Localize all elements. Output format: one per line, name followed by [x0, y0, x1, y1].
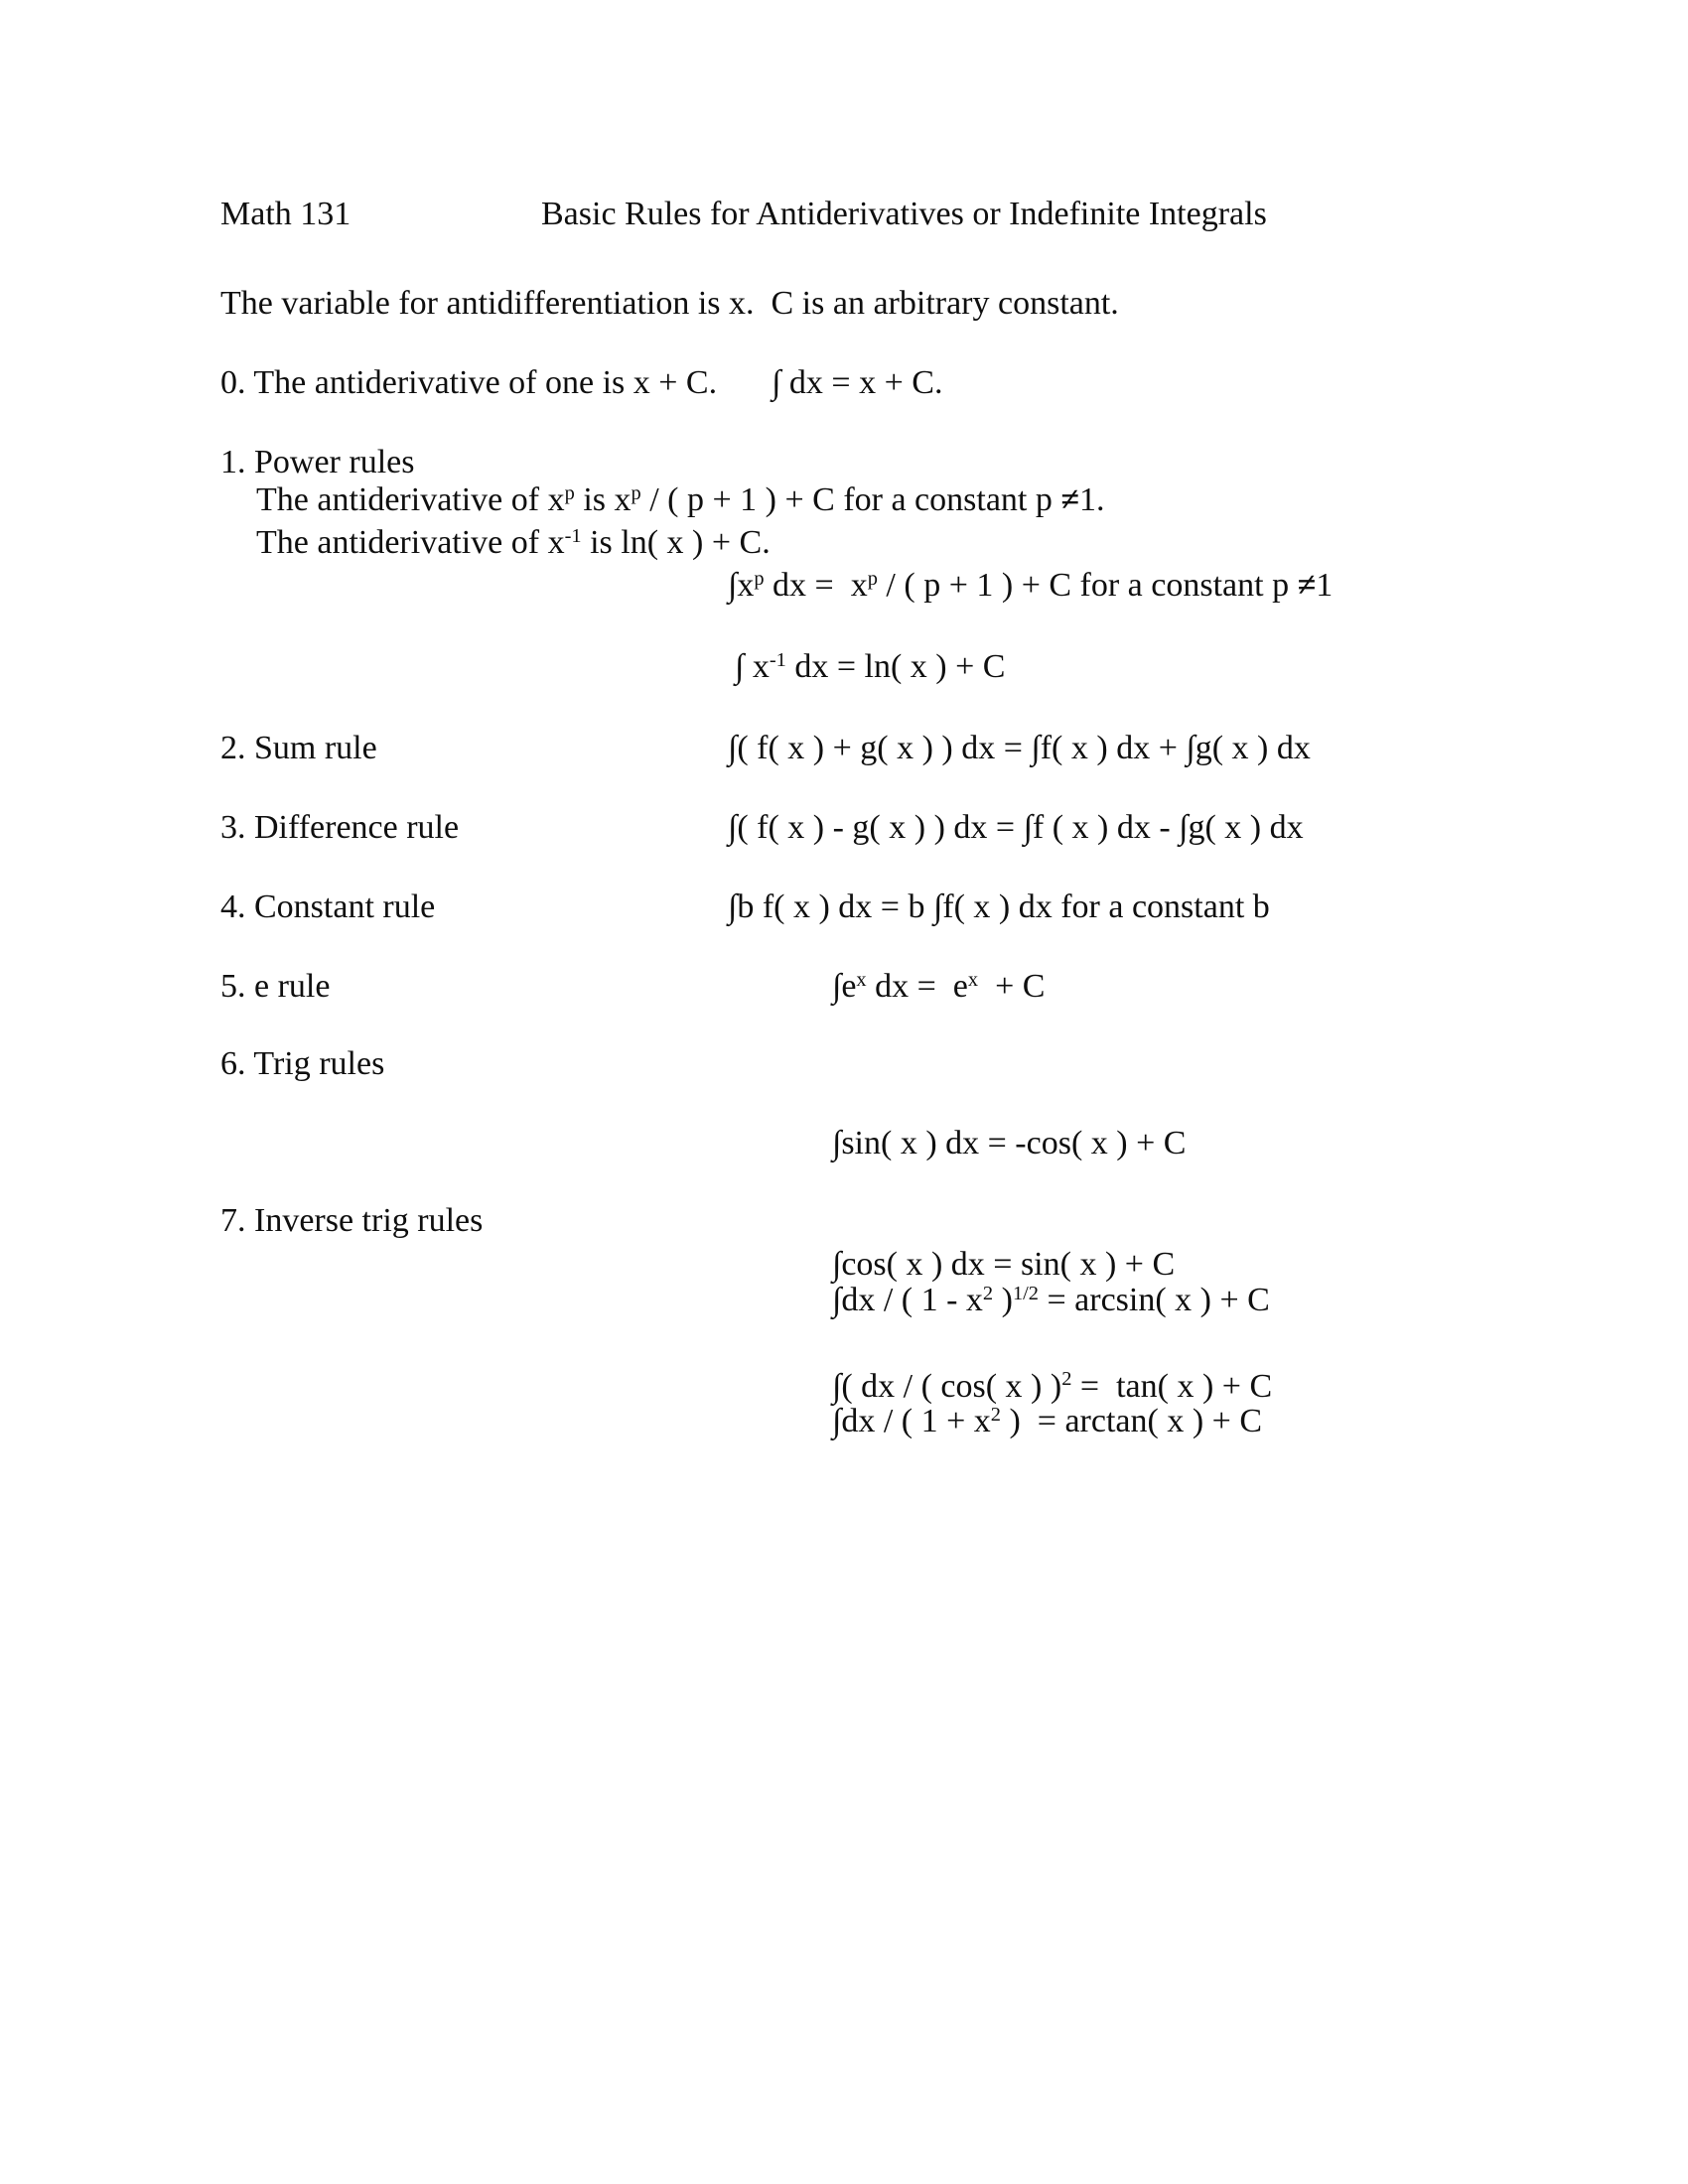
rule4-label: 4. Constant rule — [220, 888, 436, 925]
rule1-heading: 1. Power rules — [220, 444, 415, 480]
rule0-label: 0. The antiderivative of one is x + C. — [220, 364, 718, 401]
page-title: Basic Rules for Antiderivatives or Indefinite Integrals — [541, 196, 1267, 232]
rule1-formula-reciprocal: ∫ $x^{-1}$ dx = ln( x ) + C — [735, 648, 1006, 685]
rule7-formulas — [832, 1201, 1273, 1524]
course-label: Math 131 — [220, 196, 352, 232]
rule6-label: 6. Trig rules — [220, 1045, 385, 1082]
rule3-formula: ∫( f( x ) - g( x ) ) dx = ∫f ( x ) dx - ∫g( x ) dx — [728, 809, 1304, 846]
rule2-label: 2. Sum rule — [220, 730, 377, 766]
rule6-formula-cos: ∫cos( x ) dx = sin( x ) + C — [832, 1246, 1176, 1284]
rule5-label: 5. e rule — [220, 968, 331, 1005]
rule5-formula: $\int e^x$ dx = $e^x + C$ — [832, 968, 1046, 1005]
rule1-formula-power: $\int x^p$ dx = $x^p$ / ( p + 1 ) + C for a constant p ≠1 — [728, 567, 1334, 604]
rule6-formula-tan: ∫( dx / ( cos( x ) )$^2$ = tan( x ) + C — [832, 1367, 1273, 1405]
rule7-formula-arcsin: ∫dx / ( $1 - x^2$ )$^{1/2}$ = arcsin( x ) + C — [832, 1282, 1270, 1319]
rule1-explanation-reciprocal: The antiderivative of $x^{-1}$ is ln( x ) + C. — [256, 524, 771, 561]
rule7-formula-arctan: ∫dx / ( $1 + x^2$ ) = arctan( x ) + C — [832, 1403, 1263, 1440]
rule2-formula: ∫( f( x ) + g( x ) ) dx = ∫f( x ) dx + ∫g( x ) dx — [728, 730, 1311, 766]
rule3-label: 3. Difference rule — [220, 809, 460, 846]
rule7-label: 7. Inverse trig rules — [220, 1202, 484, 1239]
rule4-formula: ∫b f( x ) dx = b ∫f( x ) dx for a constant b — [728, 888, 1270, 925]
intro-text: The variable for antidifferentiation is x. C is an arbitrary constant. — [220, 285, 1119, 322]
rule6-formula-sin: ∫sin( x ) dx = -cos( x ) + C — [832, 1125, 1187, 1162]
rule0-row — [220, 363, 942, 403]
rule1-explanation-power: The antiderivative of $x^p$ is $x^p$ / ( p + 1 ) + C for a constant p ≠1. — [256, 481, 1105, 518]
rule0-formula: ∫ dx = x + C. — [772, 364, 943, 401]
